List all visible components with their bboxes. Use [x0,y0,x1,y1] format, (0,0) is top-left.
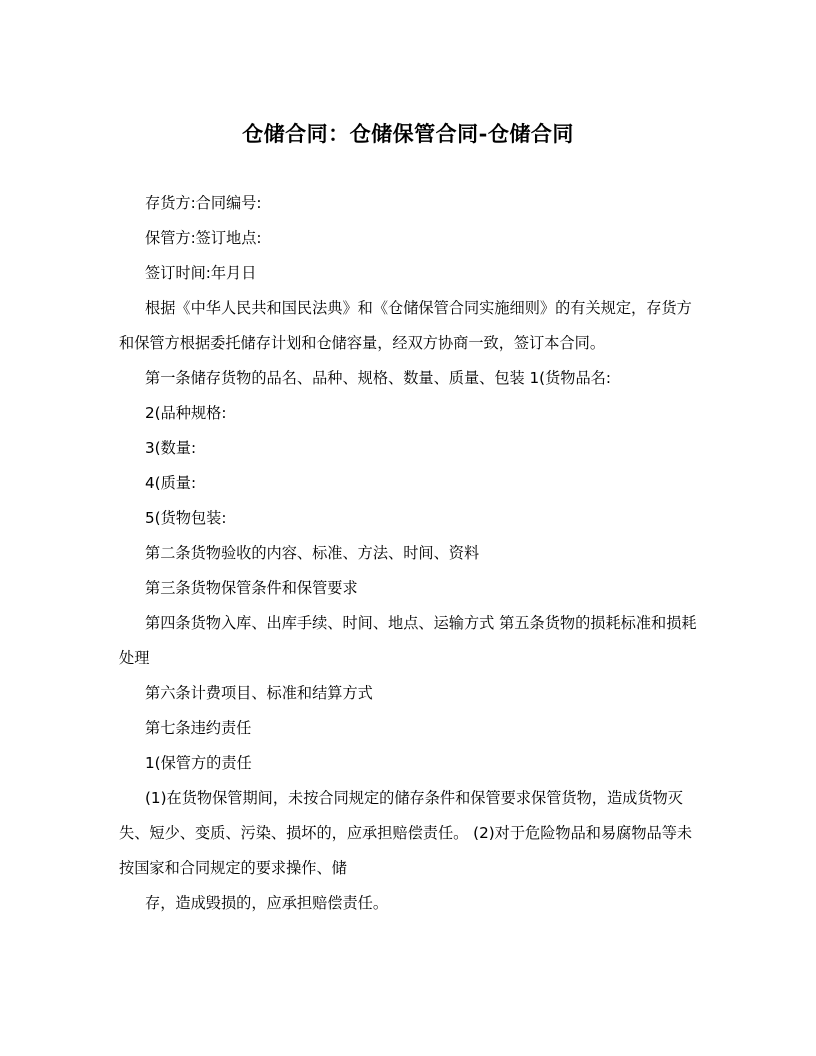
paragraph-liability-clause: (1)在货物保管期间，未按合同规定的储存条件和保管要求保管货物，造成货物灭失、短少、变质、污染、损坏的，应承担赔偿责任。 (2)对于危险物品和易腐物品等未按国家和合同规定的要求操作、储 [119,789,693,877]
paragraph-liability-continued: 存，造成毁损的，应承担赔偿责任。 [145,894,388,912]
document-body [119,186,699,921]
paragraph-article-7: 第七条违约责任 [145,719,252,737]
paragraph-article-3: 第三条货物保管条件和保管要求 [145,579,358,597]
paragraph-article-4-5: 第四条货物入库、出库手续、时间、地点、运输方式 第五条货物的损耗标准和损耗处理 [119,614,697,667]
paragraph-article-1: 第一条储存货物的品名、品种、规格、数量、质量、包装 1(货物品名: [145,369,611,387]
paragraph-item-4: 4(质量: [145,474,197,492]
paragraph-signing-time: 签订时间:年月日 [145,264,257,282]
paragraph-custodian: 保管方:签订地点: [145,229,262,247]
paragraph-item-2: 2(品种规格: [145,404,227,422]
paragraph-custodian-liability: 1(保管方的责任 [145,754,252,772]
paragraph-depositor: 存货方:合同编号: [145,194,262,212]
paragraph-item-5: 5(货物包装: [145,509,227,527]
page-title: 仓储合同：仓储保管合同-仓储合同 [242,121,574,146]
paragraph-preamble: 根据《中华人民共和国民法典》和《仓储保管合同实施细则》的有关规定，存货方和保管方根据委托储存计划和仓储容量，经双方协商一致，签订本合同。 [119,299,692,352]
paragraph-item-3: 3(数量: [145,439,197,457]
paragraph-article-2: 第二条货物验收的内容、标准、方法、时间、资料 [145,544,480,562]
paragraph-article-6: 第六条计费项目、标准和结算方式 [145,684,373,702]
